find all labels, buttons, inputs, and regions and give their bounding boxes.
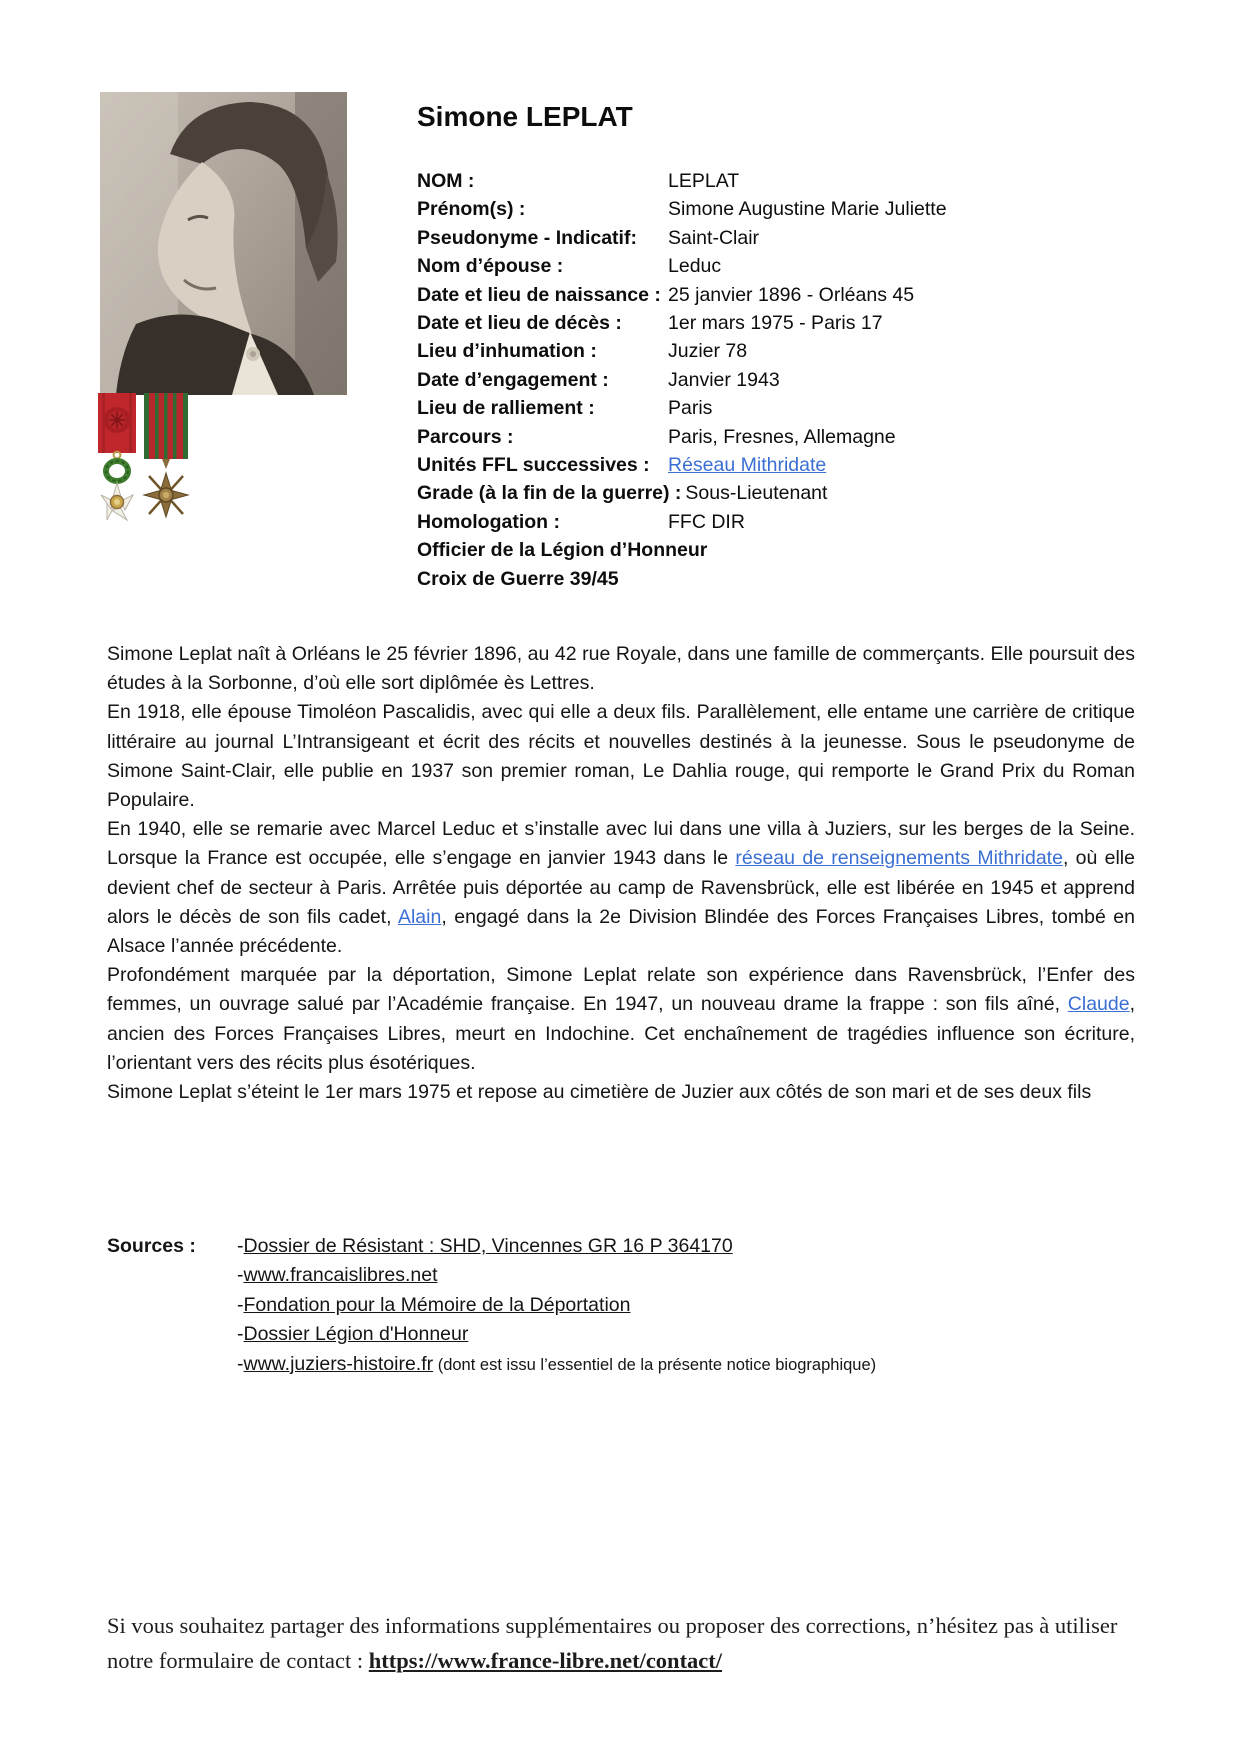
bio-paragraph bbox=[107, 698, 1135, 815]
source-link[interactable]: Dossier de Résistant : SHD, Vincennes GR 16 P 364170 bbox=[243, 1235, 733, 1257]
info-value: Saint-Clair bbox=[668, 226, 760, 249]
info-row bbox=[417, 508, 1157, 536]
info-row bbox=[417, 252, 1157, 280]
source-link[interactable]: Dossier Légion d'Honneur bbox=[243, 1323, 469, 1346]
bio-text: En 1940, elle se remarie avec Marcel Leduc et s’installe avec lui dans une villa à Juziers, sur les berges de la Seine. Lorsque la France est occupée, elle s’engage en janvier 1943 dans le bbox=[107, 818, 1135, 870]
source-link[interactable]: www.juziers-histoire.fr bbox=[243, 1352, 434, 1375]
info-row bbox=[417, 167, 1157, 195]
info-value: Janvier 1943 bbox=[668, 368, 780, 391]
info-label: Date et lieu de naissance : bbox=[417, 283, 661, 306]
info-value: LEPLAT bbox=[668, 170, 740, 192]
bio-inline-link[interactable]: réseau de renseignements Mithridate bbox=[735, 847, 1063, 870]
info-row bbox=[417, 309, 1157, 337]
info-row bbox=[417, 366, 1157, 394]
info-row bbox=[417, 479, 1157, 507]
bio-text: , engagé dans la 2e Division Blindée des Forces Françaises Libres, tombé en Alsace l’année précédente. bbox=[107, 905, 1135, 958]
info-row bbox=[417, 451, 1157, 479]
info-label: Nom d’épouse : bbox=[417, 255, 564, 278]
info-value: Leduc bbox=[668, 255, 722, 278]
info-value-link[interactable]: Réseau Mithridate bbox=[668, 454, 827, 477]
info-value: FFC DIR bbox=[668, 510, 745, 533]
info-label: Lieu de ralliement : bbox=[417, 397, 595, 420]
source-item bbox=[237, 1232, 1141, 1261]
info-label: Homologation : bbox=[417, 510, 560, 533]
info-label: Grade (à la fin de la guerre) : bbox=[417, 482, 682, 505]
bio-paragraph bbox=[107, 640, 1135, 698]
bio-text: Profondément marquée par la déportation, Simone Leplat relate son expérience dans Ravensbrück, l’Enfer des femmes, un ouvrage salué par l’Académie française. En 1947, un nouveau drame la frappe : son fils aîné, bbox=[107, 964, 1135, 1016]
info-value: Juzier 78 bbox=[668, 340, 748, 363]
sources-list bbox=[237, 1232, 1141, 1380]
bio-inline-link[interactable]: Alain bbox=[397, 905, 442, 928]
info-value: Sous-Lieutenant bbox=[685, 482, 828, 505]
contact-link[interactable]: https://www.france-libre.net/contact/ bbox=[368, 1648, 723, 1673]
info-row bbox=[417, 394, 1157, 422]
biography-text bbox=[107, 640, 1135, 1107]
bio-text: , où elle devient chef de secteur à Paris. Arrêtée puis déportée au camp de Ravensbrück, elle est libérée en 1945 et apprend alors le décès de son fils cadet, bbox=[107, 847, 1135, 928]
info-value: Simone Augustine Marie Juliette bbox=[668, 198, 947, 221]
source-dash: - bbox=[237, 1264, 244, 1287]
info-label: Lieu d’inhumation : bbox=[417, 340, 597, 363]
info-fields bbox=[417, 167, 1157, 593]
bio-paragraph bbox=[107, 961, 1135, 1078]
page-title: Simone LEPLAT bbox=[417, 101, 633, 132]
info-label: Pseudonyme - Indicatif: bbox=[417, 226, 637, 249]
info-label: Parcours : bbox=[417, 425, 514, 448]
source-item bbox=[237, 1291, 1141, 1320]
croix-de-guerre-medal bbox=[141, 393, 191, 525]
source-suffix: (dont est issu l’essentiel de la présente notice biographique) bbox=[433, 1355, 877, 1374]
bio-text: Simone Leplat naît à Orléans le 25 février 1896, au 42 rue Royale, dans une famille de commerçants. Elle poursuit des études à la Sorbonne, d’où elle sort diplômée ès Lettres. bbox=[107, 643, 1135, 695]
info-label: Unités FFL successives : bbox=[417, 454, 650, 477]
info-label: Prénom(s) : bbox=[417, 198, 526, 221]
distinction-row bbox=[417, 536, 1157, 564]
info-row bbox=[417, 195, 1157, 223]
portrait-photo bbox=[100, 92, 347, 395]
bio-paragraph bbox=[107, 1078, 1135, 1107]
source-item bbox=[237, 1350, 1141, 1380]
info-row bbox=[417, 224, 1157, 252]
source-dash: - bbox=[237, 1235, 244, 1257]
footer-note bbox=[107, 1608, 1147, 1678]
legion-honneur-medal bbox=[95, 393, 139, 525]
info-value: 25 janvier 1896 - Orléans 45 bbox=[668, 283, 915, 306]
source-dash: - bbox=[237, 1323, 244, 1346]
source-item bbox=[237, 1320, 1141, 1349]
info-value: 1er mars 1975 - Paris 17 bbox=[668, 312, 883, 335]
source-dash: - bbox=[237, 1352, 244, 1375]
info-row bbox=[417, 337, 1157, 365]
distinction-row bbox=[417, 565, 1157, 593]
bio-text: Simone Leplat s’éteint le 1er mars 1975 et repose au cimetière de Juzier aux côtés de son mari et de ses deux fils bbox=[107, 1081, 1092, 1104]
source-item bbox=[237, 1261, 1141, 1290]
info-value: Paris bbox=[668, 397, 713, 420]
bio-inline-link[interactable]: Claude bbox=[1067, 993, 1130, 1016]
info-value: Paris, Fresnes, Allemagne bbox=[668, 425, 896, 448]
bio-text: , ancien des Forces Françaises Libres, meurt en Indochine. Cet enchaînement de tragédies influence son écriture, l’orientant vers des récits plus ésotériques. bbox=[107, 993, 1135, 1074]
bio-paragraph bbox=[107, 815, 1135, 961]
source-link[interactable]: Fondation pour la Mémoire de la Déportation bbox=[243, 1293, 631, 1316]
info-row bbox=[417, 281, 1157, 309]
sources-section bbox=[107, 1232, 1141, 1380]
sources-label: Sources : bbox=[107, 1235, 196, 1257]
source-link[interactable]: www.francaislibres.net bbox=[243, 1264, 438, 1287]
distinction-text: Croix de Guerre 39/45 bbox=[417, 567, 619, 590]
info-label: Date et lieu de décès : bbox=[417, 312, 622, 335]
info-row bbox=[417, 423, 1157, 451]
info-label: NOM : bbox=[417, 170, 475, 192]
distinction-text: Officier de la Légion d’Honneur bbox=[417, 539, 708, 562]
bio-text: En 1918, elle épouse Timoléon Pascalidis, avec qui elle a deux fils. Parallèlement, elle entame une carrière de critique littéraire au journal L’Intransigeant et écrit des récits et nouvelles destinés à la jeunesse. Sous le pseudonyme de Simone Saint-Clair, elle publie en 1937 son premier roman, Le Dahlia rouge, qui remporte le Grand Prix du Roman Populaire. bbox=[107, 701, 1135, 812]
source-dash: - bbox=[237, 1293, 244, 1316]
footer-text: Si vous souhaitez partager des informations supplémentaires ou proposer des corrections, n’hésitez pas à utiliser notre formulaire de contact : bbox=[107, 1613, 1118, 1673]
info-label: Date d’engagement : bbox=[417, 368, 609, 391]
